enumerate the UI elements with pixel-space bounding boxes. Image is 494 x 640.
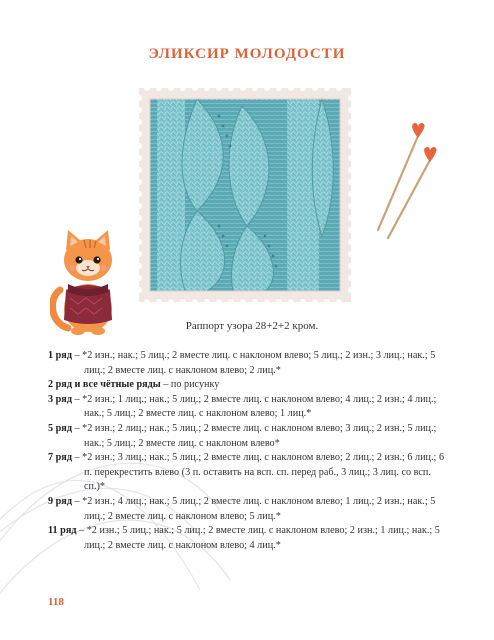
row-instruction xyxy=(48,393,448,422)
instructions-list xyxy=(48,349,448,553)
row-separator: – xyxy=(71,422,83,434)
knit-pattern-photo xyxy=(137,86,353,304)
row-instruction xyxy=(48,422,448,451)
row-label: 7 ряд xyxy=(48,452,72,464)
row-instruction xyxy=(48,378,448,393)
pattern-repeat-caption: Раппорт узора 28+2+2 кром. xyxy=(185,320,319,332)
row-label: 2 ряд и все чётные ряды xyxy=(48,379,161,391)
row-separator: – xyxy=(160,379,171,391)
row-instruction xyxy=(48,451,448,495)
knitting-needles-illustration xyxy=(370,120,450,240)
row-separator: – xyxy=(71,393,83,405)
row-text: по рисунку xyxy=(170,379,220,391)
row-label: 11 ряд xyxy=(48,525,77,537)
row-instruction xyxy=(48,524,448,553)
row-label: 5 ряд xyxy=(48,422,72,434)
page-title: ЭЛИКСИР МОЛОДОСТИ xyxy=(148,46,346,62)
row-instruction xyxy=(48,495,448,524)
row-label: 1 ряд xyxy=(48,350,72,361)
row-instruction xyxy=(48,349,448,378)
row-text: *2 изн.; 5 лиц.; нак.; 5 лиц.; 2 вместе лиц. с наклоном влево; 2 изн.; 1 лиц.; нак.; 5 лиц.; 2 вместе лиц. с наклоном влево; 4 лиц.* xyxy=(84,525,440,551)
row-text: *2 изн.; 4 лиц.; нак.; 5 лиц.; 2 вместе лиц. с наклоном влево; 1 лиц.; 2 изн.; нак.; 5 лиц.; 2 вместе лиц. с наклоном влево; 5 лиц.* xyxy=(82,495,436,522)
row-text: *2 изн.; 3 лиц.; нак.; 5 лиц.; 2 вместе лиц. с наклоном влево; 2 лиц.; 2 изн.; 6 лиц.; 6 п. перекрестить влево (3 п. оставить на всп. сп. перед раб., 3 лиц.; 3 лиц. со всп. сп.)* xyxy=(82,452,445,493)
page-number: 118 xyxy=(48,596,64,608)
row-separator: – xyxy=(71,452,83,464)
row-text: *2 изн.; 1 лиц.; нак.; 5 лиц.; 2 вместе лиц. с наклоном влево; 4 лиц.; 2 изн.; 4 лиц.; нак.; 5 лиц.; 2 вместе лиц. с наклоном влево; 1 лиц.* xyxy=(82,393,437,420)
row-separator: – xyxy=(71,350,83,361)
row-text: *2 изн.; нак.; 5 лиц.; 2 вместе лиц. с наклоном влево; 5 лиц.; 2 изн.; 3 лиц.; нак.; 5 лиц.; 2 вместе лиц. с наклоном влево; 2 лиц.* xyxy=(82,350,436,376)
row-separator: – xyxy=(76,525,87,537)
row-label: 9 ряд xyxy=(48,495,72,507)
row-separator: – xyxy=(71,495,83,507)
row-label: 3 ряд xyxy=(48,393,72,405)
row-text: *2 изн.; 2 лиц.; нак.; 5 лиц.; 2 вместе лиц. с наклоном влево; 3 лиц.; 2 изн.; 5 лиц.; нак.; 5 лиц.; 2 вместе лиц. с наклоном влево* xyxy=(82,422,437,449)
